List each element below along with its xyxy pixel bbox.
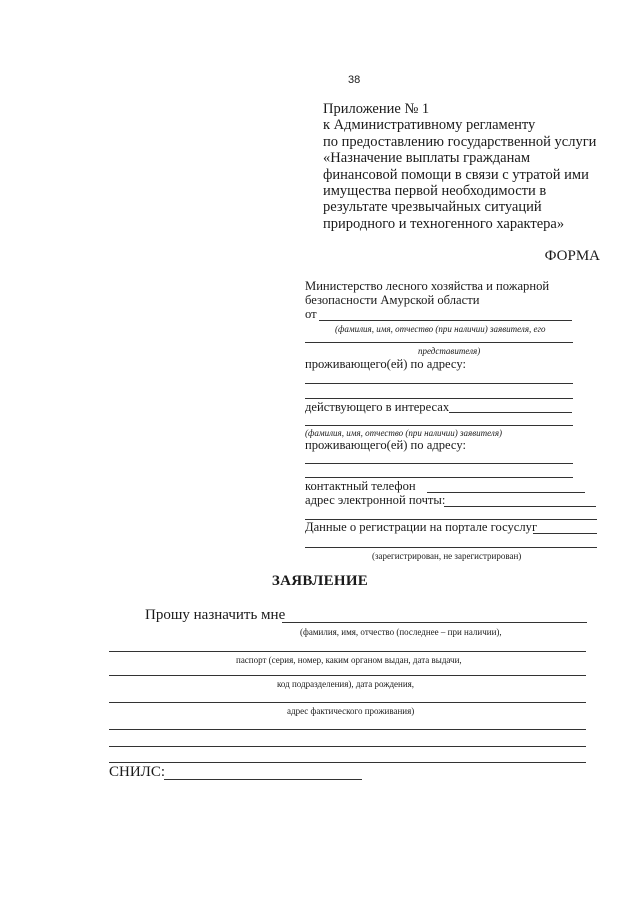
portal-field-line-2[interactable] (305, 547, 597, 548)
residing-label-2: проживающего(ей) по адресу: (305, 438, 466, 452)
appendix-line: Приложение № 1 (323, 101, 430, 117)
caption-address: адрес фактического проживания) (287, 706, 415, 716)
address-field-line[interactable] (109, 729, 586, 730)
email-field-line[interactable] (444, 506, 596, 507)
form-label: ФОРМА (544, 248, 600, 264)
from-field-line[interactable] (319, 320, 572, 321)
snils-field-line[interactable] (164, 779, 362, 780)
snils-label: СНИЛС: (109, 764, 166, 780)
phone-field-line[interactable] (427, 492, 585, 493)
passport-field-line[interactable] (109, 651, 586, 652)
code-field-line[interactable] (109, 675, 586, 676)
caption-passport: паспорт (серия, номер, каким органом выдан, дата выдачи, (236, 655, 462, 665)
address-field-line[interactable] (109, 746, 586, 747)
caption-representative: представителя) (418, 346, 481, 356)
appendix-line: финансовой помощи в связи с утратой ими (323, 166, 589, 183)
fio-field-line[interactable] (282, 622, 587, 623)
address-field-line[interactable] (305, 477, 573, 478)
caption-applicant: (фамилия, имя, отчество (при наличии) заявителя, его (335, 324, 546, 334)
email-label: адрес электронной почты: (305, 493, 446, 507)
acting-label: действующего в интересах (305, 400, 450, 414)
ministry-line-2: безопасности Амурской области (305, 293, 480, 307)
ministry-line-1: Министерство лесного хозяйства и пожарной (305, 279, 550, 293)
appendix-block (323, 101, 596, 232)
phone-label: контактный телефон (305, 479, 416, 493)
from-label: от (305, 307, 317, 321)
portal-caption: (зарегистрирован, не зарегистрирован) (372, 551, 522, 561)
residing-label: проживающего(ей) по адресу: (305, 357, 466, 371)
page-number: 38 (348, 74, 361, 86)
appendix-line: имущества первой необходимости в (323, 183, 547, 200)
ask-label: Прошу назначить мне (145, 607, 286, 623)
birth-field-line[interactable] (109, 702, 586, 703)
caption-fio: (фамилия, имя, отчество (последнее – при наличии), (300, 627, 502, 637)
appendix-line: к Административному регламенту (323, 117, 536, 134)
acting-field-line-2[interactable] (305, 425, 573, 426)
address-field-line[interactable] (305, 398, 573, 399)
portal-field-line[interactable] (533, 533, 597, 534)
appendix-line: по предоставлению государственной услуги (323, 133, 597, 150)
caption-code: код подразделения), дата рождения, (277, 679, 415, 689)
acting-field-line[interactable] (449, 412, 572, 413)
portal-label: Данные о регистрации на портале госуслуг (305, 520, 538, 534)
address-field-line[interactable] (109, 762, 586, 763)
address-field-line[interactable] (305, 463, 573, 464)
appendix-line: результате чрезвычайных ситуаций (323, 199, 542, 216)
address-field-line[interactable] (305, 383, 573, 384)
applicant-field-line[interactable] (305, 342, 573, 343)
caption-applicant-only: (фамилия, имя, отчество (при наличии) заявителя) (305, 428, 503, 438)
appendix-line: природного и техногенного характера» (323, 215, 565, 232)
statement-title: ЗАЯВЛЕНИЕ (271, 573, 369, 589)
appendix-line: «Назначение выплаты гражданам (323, 150, 530, 167)
